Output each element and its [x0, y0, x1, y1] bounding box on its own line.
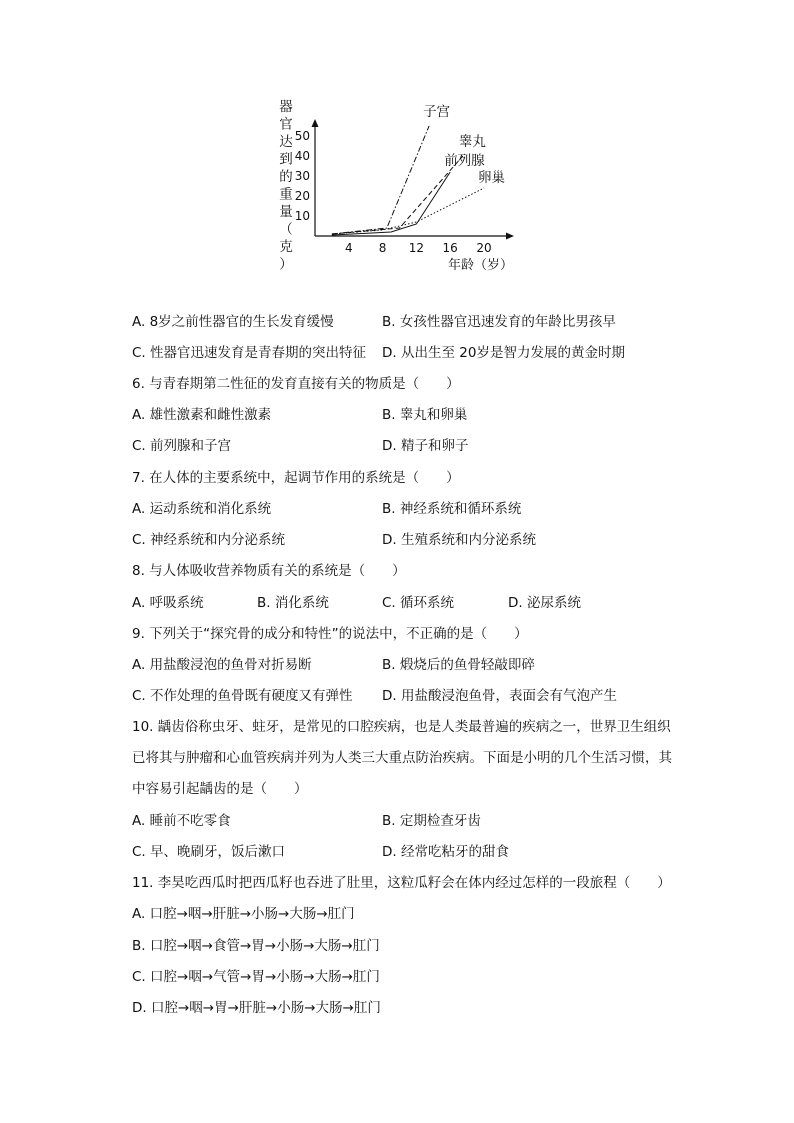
q9-option-d: D. 用盐酸浸泡鱼骨，表面会有气泡产生	[382, 688, 617, 704]
x-tick-label: 20	[476, 241, 492, 255]
y-axis-label-char: ）	[279, 256, 293, 273]
q5-option-d: D. 从出生至 20岁是智力发展的黄金时期	[382, 345, 625, 361]
q7-option-b: B. 神经系统和循环系统	[382, 501, 522, 517]
q6-option-a: A. 雄性激素和雌性激素	[132, 407, 272, 423]
q7-option-d: D. 生殖系统和内分泌系统	[382, 532, 536, 548]
series-label-4: 卵巢	[478, 170, 505, 186]
series-label-3: 前列腺	[444, 153, 485, 169]
q9-option-a: A. 用盐酸浸泡的鱼骨对折易断	[132, 657, 312, 673]
y-axis-label-char: 的	[279, 169, 293, 185]
x-tick-label: 12	[408, 241, 425, 255]
x-tick-label: 16	[442, 241, 458, 255]
y-axis-label-char: 达	[279, 134, 293, 150]
series-line-3	[332, 172, 450, 235]
y-axis-label-char: 到	[279, 151, 293, 168]
q9-option-c: C. 不作处理的鱼骨既有硬度又有弹性	[132, 688, 353, 704]
q11-option-a: A. 口腔→咽→肝脏→小肠→大肠→肛门	[132, 906, 355, 922]
q8-option-d: D. 泌尿系统	[508, 595, 581, 611]
q5-option-a: A. 8岁之前性器官的生长发育缓慢	[132, 314, 334, 330]
q6-stem: 6. 与青春期第二性征的发育直接有关的物质是（ ）	[132, 376, 460, 392]
series-label-2: 睾丸	[458, 134, 486, 150]
y-axis-label-char: 器	[279, 99, 293, 115]
q10-stem-line3: 中容易引起龋齿的是（ ）	[132, 781, 308, 797]
x-axis-label: 年龄（岁）	[448, 258, 514, 273]
y-tick-label: 10	[294, 209, 310, 223]
y-axis-label-char: 官	[279, 116, 293, 133]
q8-stem: 8. 与人体吸收营养物质有关的系统是（ ）	[132, 563, 406, 579]
q11-option-c: C. 口腔→咽→气管→胃→小肠→大肠→肛门	[132, 969, 380, 985]
y-axis-label-char: 克	[279, 239, 293, 255]
q6-option-c: C. 前列腺和子宫	[132, 438, 232, 454]
chart-series	[332, 104, 505, 235]
series-label-1: 子宫	[423, 104, 451, 120]
q5-option-b: B. 女孩性器官迅速发育的年龄比男孩早	[382, 314, 616, 330]
q11-option-d: D. 口腔→咽→胃→肝脏→小肠→大肠→肛门	[132, 1000, 381, 1016]
q10-stem-line1: 10. 龋齿俗称虫牙、蛀牙，是常见的口腔疾病，也是人类最普遍的疾病之一，世界卫生组织	[132, 719, 671, 735]
x-axis-arrow	[506, 233, 514, 240]
y-axis-label-char: （	[279, 221, 293, 238]
y-tick-label: 20	[294, 189, 310, 203]
x-tick-label: 8	[378, 241, 387, 255]
organ-weight-chart	[270, 95, 570, 280]
q9-stem: 9. 下列关于“探究骨的成分和特性”的说法中，不正确的是（ ）	[132, 626, 528, 642]
y-axis-arrow	[312, 119, 319, 127]
y-axis-label	[279, 99, 293, 273]
q7-option-c: C. 神经系统和内分泌系统	[132, 532, 286, 548]
q10-stem-line2: 已将其与肿瘤和心血管疾病并列为人类三大重点防治疾病。下面是小明的几个生活习惯，其	[132, 750, 672, 766]
q10-option-c: C. 早、晚刷牙，饭后漱口	[132, 844, 286, 860]
q7-stem: 7. 在人体的主要系统中，起调节作用的系统是（ ）	[132, 470, 460, 486]
q9-option-b: B. 煅烧后的鱼骨轻敲即碎	[382, 657, 535, 673]
y-tick-label: 40	[294, 149, 310, 163]
y-axis-label-char: 量	[279, 204, 293, 220]
q10-option-d: D. 经常吃粘牙的甜食	[382, 844, 509, 860]
y-tick-label: 30	[294, 169, 310, 183]
y-axis-label-char: 重	[279, 186, 293, 203]
q11-stem: 11. 李昊吃西瓜时把西瓜籽也吞进了肚里，这粒瓜籽会在体内经过怎样的一段旅程（ ）	[132, 875, 671, 891]
q10-option-b: B. 定期检查牙齿	[382, 813, 481, 829]
q7-option-a: A. 运动系统和消化系统	[132, 501, 272, 517]
q6-option-d: D. 精子和卵子	[382, 438, 469, 454]
q8-option-c: C. 循环系统	[382, 595, 455, 611]
q6-option-b: B. 睾丸和卵巢	[382, 407, 468, 423]
q5-option-c: C. 性器官迅速发育是青春期的突出特征	[132, 345, 367, 361]
y-tick-label: 50	[294, 129, 310, 143]
q10-option-a: A. 睡前不吃零食	[132, 813, 231, 829]
q8-option-b: B. 消化系统	[257, 595, 329, 611]
q8-option-a: A. 呼吸系统	[132, 595, 204, 611]
x-tick-label: 4	[344, 241, 353, 255]
series-line-1	[332, 126, 429, 234]
q11-option-b: B. 口腔→咽→食管→胃→小肠→大肠→肛门	[132, 938, 380, 954]
